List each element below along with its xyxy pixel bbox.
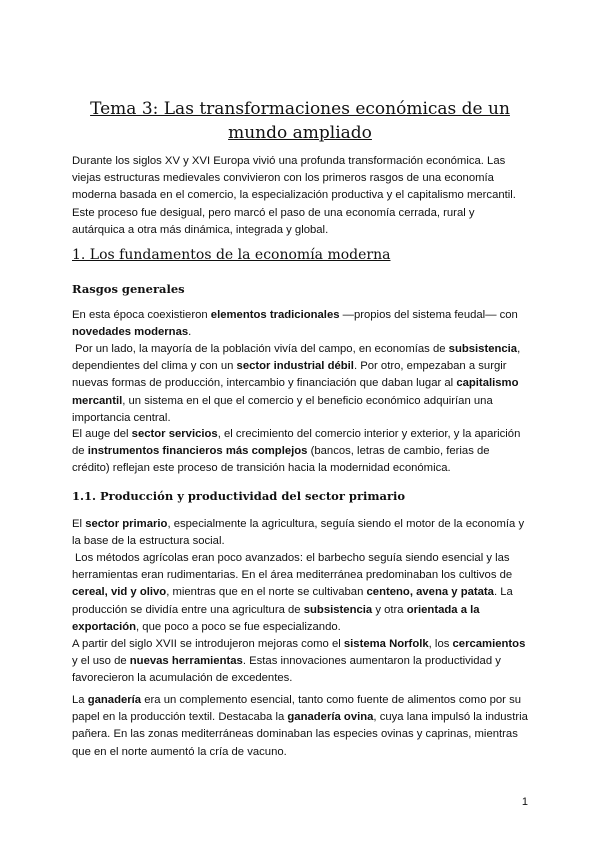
section-1-paragraph-3	[72, 426, 528, 478]
bold-term: elementos tradicionales	[210, 309, 340, 321]
bold-term: sector servicios	[131, 428, 218, 440]
bold-term: cercamientos	[452, 638, 526, 650]
section-1-paragraph-1	[72, 307, 528, 341]
text-run: A partir del siglo XVII se introdujeron mejoras como el	[72, 638, 344, 650]
section-1-1-paragraph-3	[72, 636, 528, 688]
section-1-1-paragraph-4	[72, 692, 528, 761]
intro-paragraph: Durante los siglos XV y XVI Europa vivió una profunda transformación económica. Las viejas estructuras medievales convivieron con los primeros rasgos de una economía moderna basada en el comercio, la especialización productiva y el capitalismo mercantil. Este proceso fue desigual, pero marcó el paso de una economía cerrada, rural y autárquica a otra más dinámica, integrada y global.	[72, 155, 516, 236]
text-run: Por un lado, la mayoría de la población vivía del campo, en economías de	[75, 343, 449, 355]
bold-term: novedades modernas	[72, 326, 189, 339]
section-1-1-paragraph-2	[72, 550, 528, 636]
bold-term: cereal, vid y olivo	[72, 586, 167, 599]
text-run: El	[72, 518, 86, 530]
bold-term: capitalismo mercantil	[72, 377, 519, 407]
text-run: y el uso de	[72, 655, 130, 668]
bold-term: sector primario	[85, 518, 168, 530]
text-run: El auge del	[72, 428, 132, 440]
text-run: Los métodos agrícolas eran poco avanzados: el barbecho seguía siendo esencial y las herramientas eran rudimentarias. En el área mediterránea predominaban los cultivos de	[72, 552, 513, 582]
text-run: , especialmente la agricultura, seguía siendo el motor de la economía y la base de la estructura social.	[72, 518, 525, 548]
text-run: era un complemento esencial, tanto como fuente de alimentos como por su papel en la producción textil. Destacaba la	[72, 694, 522, 724]
bold-term: orientada a la exportación	[72, 603, 480, 633]
text-run: . Por otro, empezaban a surgir nuevas formas de producción, intercambio y financiación que daban lugar al	[72, 360, 507, 390]
text-run: , dependientes del clima y con un	[72, 343, 521, 373]
text-run: . Estas innovaciones aumentaron la productividad y favorecieron la acumulación de excedentes.	[72, 655, 501, 685]
bold-term: ganadería	[87, 694, 142, 706]
text-run: , que poco a poco se fue especializando.	[136, 620, 341, 633]
page-number: 1	[521, 796, 528, 808]
section-1-paragraph-2	[72, 341, 528, 427]
section-1-heading: 1. Los fundamentos de la economía moderna	[72, 247, 391, 263]
text-run: , el crecimiento del comercio interior y exterior, y la aparición de	[72, 428, 521, 458]
bold-term: sector industrial débil	[236, 360, 354, 373]
bold-term: nuevas herramientas	[129, 655, 243, 668]
text-run: , un sistema en el que el comercio y el beneficio económico adquirían una importancia central.	[72, 394, 493, 424]
text-run: .	[188, 326, 192, 339]
document-title: Tema 3: Las transformaciones económicas de un mundo ampliado	[90, 99, 510, 143]
bold-term: subsistencia	[303, 603, 373, 616]
text-run: —propios del sistema feudal— con	[339, 309, 518, 321]
text-run: . La producción se dividía entre una agricultura de	[72, 586, 513, 616]
bold-term: centeno, avena y patata	[366, 586, 494, 599]
section-1-subheading: Rasgos generales	[72, 282, 185, 296]
bold-term: instrumentos financieros más complejos	[87, 445, 308, 458]
bold-term: subsistencia	[448, 343, 518, 355]
text-run: , los	[428, 638, 453, 650]
text-run: y otra	[372, 603, 407, 616]
bold-term: ganadería ovina	[287, 711, 374, 724]
text-run: , mientras que en el norte se cultivaban	[166, 586, 367, 599]
bold-term: sistema Norfolk	[343, 638, 429, 650]
section-1-1-heading: 1.1. Producción y productividad del sector primario	[72, 489, 406, 503]
text-run: En esta época coexistieron	[72, 309, 211, 321]
section-1-1-paragraph-1	[72, 516, 528, 550]
text-run: La	[72, 694, 88, 706]
text-run: (bancos, letras de cambio, ferias de crédito) reflejan este proceso de transición hacia la modernidad económica.	[72, 445, 490, 475]
text-run: , cuya lana impulsó la industria pañera. En las zonas mediterráneas dominaban las especies ovinas y caprinas, mientras que en el norte aumentó la cría de vacuno.	[72, 711, 528, 758]
